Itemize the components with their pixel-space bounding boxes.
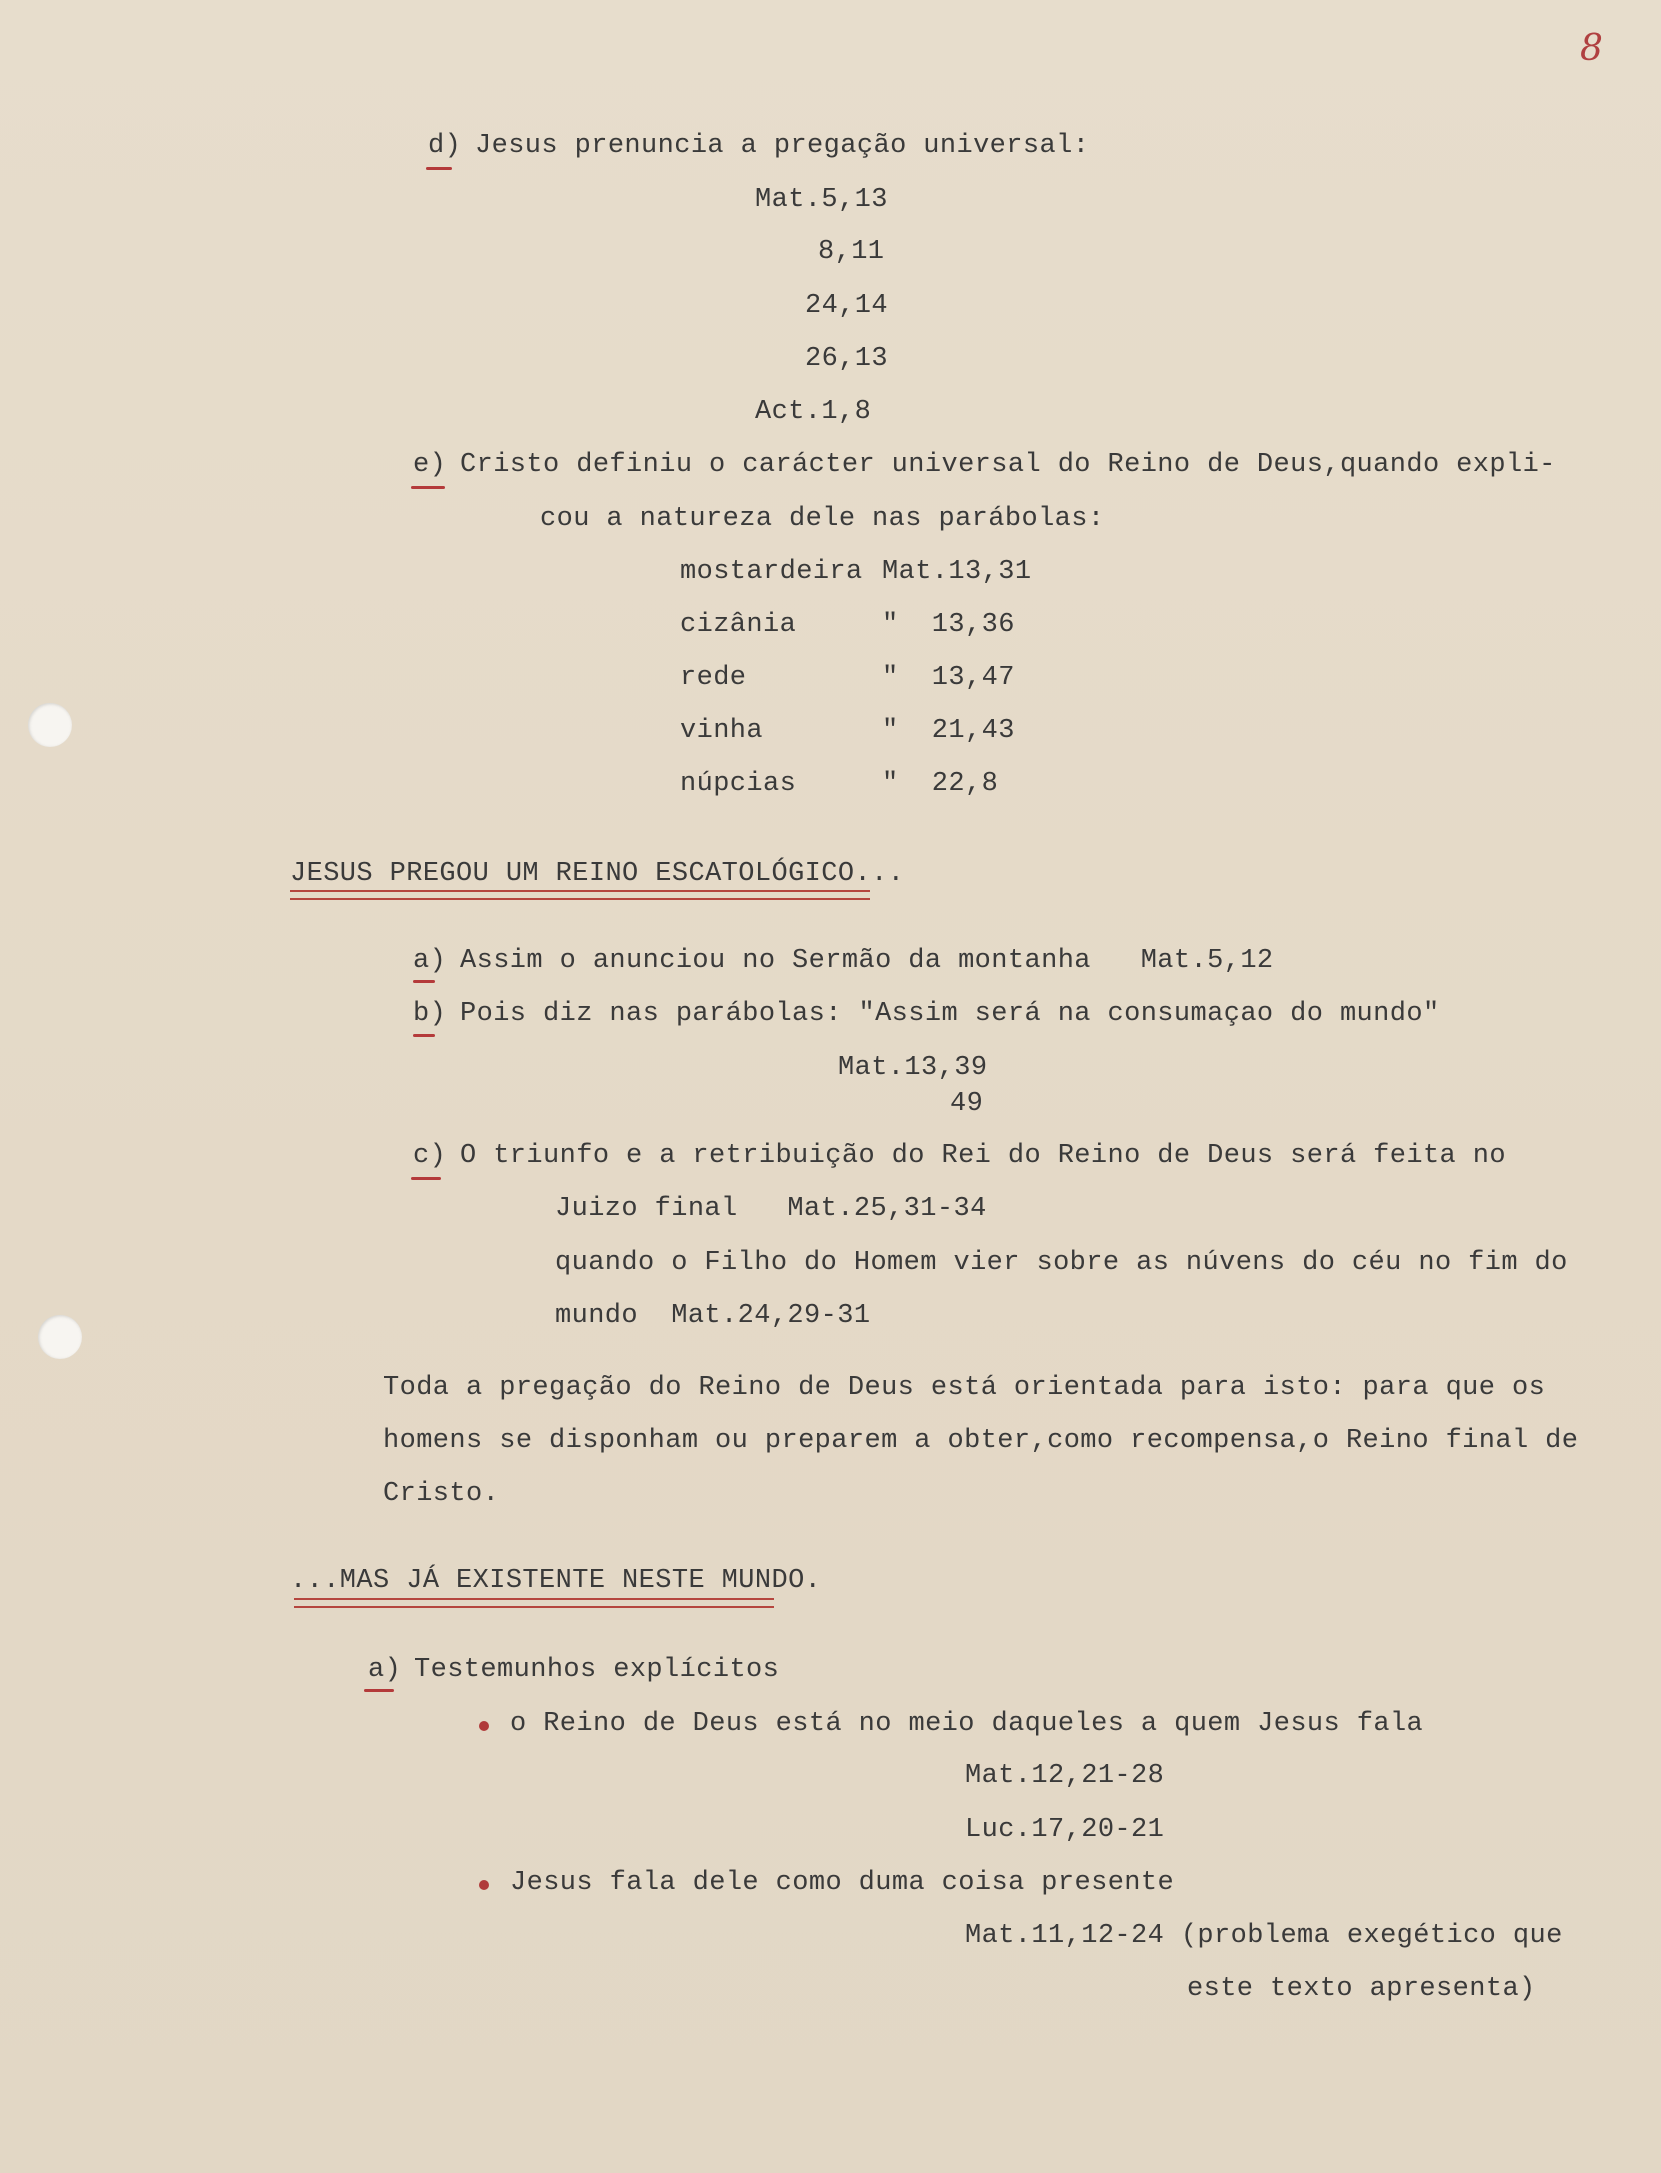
item-e-line1: Cristo definiu o carácter universal do Reino de Deus,quando expli- bbox=[460, 450, 1556, 480]
item-b-text: Pois diz nas parábolas: "Assim será na consumaçao do mundo" bbox=[460, 999, 1440, 1029]
item-c-underline bbox=[411, 1177, 441, 1180]
ref-d-1: Mat.5,13 bbox=[755, 185, 888, 215]
ref-d-2: 8,11 bbox=[818, 237, 885, 267]
paragraph-line3: Cristo. bbox=[383, 1479, 500, 1509]
item-e-underline bbox=[411, 486, 445, 489]
item-e-line2: cou a natureza dele nas parábolas: bbox=[540, 504, 1105, 534]
item-a-marker: a) bbox=[413, 946, 447, 976]
item-d-underline bbox=[426, 167, 452, 170]
item-d-marker: d) bbox=[428, 131, 462, 161]
bullet-marker bbox=[479, 1880, 489, 1890]
bullet2-ref1: Mat.11,12-24 (problema exegético que bbox=[965, 1921, 1563, 1951]
item-ex-a-text: Testemunhos explícitos bbox=[414, 1655, 780, 1685]
item-b-ref2: 49 bbox=[950, 1089, 984, 1119]
item-c-line2: Juizo final Mat.25,31-34 bbox=[555, 1194, 987, 1224]
bullet1-text: o Reino de Deus está no meio daqueles a quem Jesus fala bbox=[510, 1709, 1424, 1739]
heading-escatologico: JESUS PREGOU UM REINO ESCATOLÓGICO... bbox=[290, 859, 905, 889]
paragraph-line2: homens se disponham ou preparem a obter,como recompensa,o Reino final de bbox=[383, 1426, 1579, 1456]
heading-existente: ...MAS JÁ EXISTENTE NESTE MUNDO. bbox=[290, 1566, 822, 1596]
item-b-ref1: Mat.13,39 bbox=[838, 1053, 988, 1083]
heading-escatologico-underline bbox=[290, 890, 870, 900]
item-c-line4: mundo Mat.24,29-31 bbox=[555, 1301, 871, 1331]
ref-d-3: 24,14 bbox=[805, 291, 889, 321]
parable-name: rede bbox=[680, 663, 747, 693]
item-ex-a-underline bbox=[364, 1689, 394, 1692]
item-c-marker: c) bbox=[413, 1141, 447, 1171]
parable-name: mostardeira bbox=[680, 557, 863, 587]
item-e-marker: e) bbox=[413, 450, 447, 480]
bullet-marker bbox=[479, 1721, 489, 1731]
parable-ref: " 22,8 bbox=[882, 769, 999, 799]
bullet1-ref2: Luc.17,20-21 bbox=[965, 1815, 1165, 1845]
item-b-underline bbox=[413, 1034, 435, 1037]
parable-ref: " 13,36 bbox=[882, 610, 1015, 640]
parable-name: núpcias bbox=[680, 769, 797, 799]
heading-existente-underline bbox=[294, 1598, 774, 1608]
parable-ref: Mat.13,31 bbox=[882, 557, 1032, 587]
bullet1-ref1: Mat.12,21-28 bbox=[965, 1761, 1165, 1791]
parable-name: cizânia bbox=[680, 610, 797, 640]
item-b-marker: b) bbox=[413, 999, 447, 1029]
item-a-text: Assim o anunciou no Sermão da montanha Mat.5,12 bbox=[460, 946, 1274, 976]
page-number: 8 bbox=[1580, 28, 1603, 69]
bullet2-text: Jesus fala dele como duma coisa presente bbox=[510, 1868, 1175, 1898]
parable-ref: " 21,43 bbox=[882, 716, 1015, 746]
bullet2-ref2: este texto apresenta) bbox=[1187, 1974, 1536, 2004]
item-c-line3: quando o Filho do Homem vier sobre as núvens do céu no fim do bbox=[555, 1248, 1568, 1278]
parable-name: vinha bbox=[680, 716, 764, 746]
punch-hole-top bbox=[28, 703, 72, 747]
parable-ref: " 13,47 bbox=[882, 663, 1015, 693]
paragraph-line1: Toda a pregação do Reino de Deus está orientada para isto: para que os bbox=[383, 1373, 1546, 1403]
punch-hole-bottom bbox=[38, 1315, 82, 1359]
ref-d-5: Act.1,8 bbox=[755, 397, 872, 427]
item-d-text: Jesus prenuncia a pregação universal: bbox=[475, 131, 1090, 161]
item-c-line1: O triunfo e a retribuição do Rei do Reino de Deus será feita no bbox=[460, 1141, 1506, 1171]
item-ex-a-marker: a) bbox=[368, 1655, 402, 1685]
ref-d-4: 26,13 bbox=[805, 344, 889, 374]
item-a-underline bbox=[413, 980, 435, 983]
